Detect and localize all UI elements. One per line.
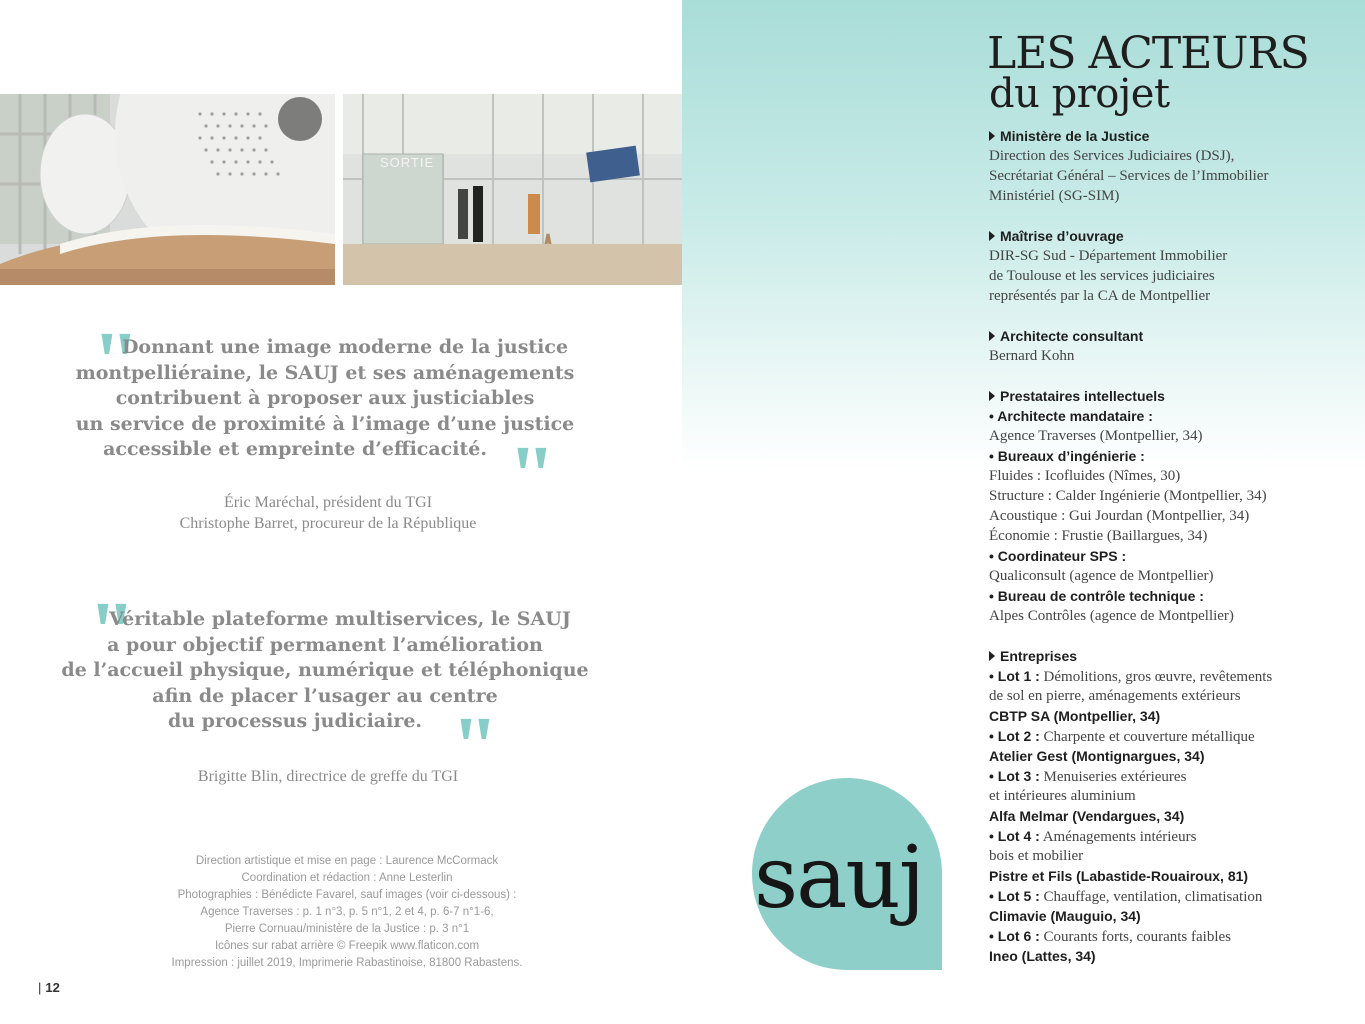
triangle-bullet-icon (989, 231, 995, 241)
actors-list (989, 126, 1329, 966)
actor-text: Direction des Services Judiciaires (DSJ), (989, 148, 1235, 164)
lot-item (989, 766, 1329, 786)
lot-item (989, 826, 1329, 846)
spacer (989, 306, 1329, 326)
company-name: Climavie (Mauguio, 34) (989, 908, 1141, 924)
actor-section-heading-label: Ministère de la Justice (1000, 128, 1150, 144)
page-subtitle: du projet (989, 71, 1170, 117)
lot-description: Menuiseries extérieures (1039, 769, 1187, 785)
company-name: Ineo (Lattes, 34) (989, 948, 1096, 964)
credit-line: Agence Traverses : p. 1 n°3, p. 5 n°1, 2 et 4, p. 6-7 n°1-6, (200, 906, 494, 918)
actor-section-heading-label: Entreprises (1000, 648, 1078, 664)
page-number-value: 12 (45, 980, 60, 995)
lot-description: Chauffage, ventilation, climatisation (1039, 889, 1263, 905)
triangle-bullet-icon (989, 331, 995, 341)
quote-1-attribution (60, 492, 596, 534)
lot-description: Démolitions, gros œuvre, revêtements (1039, 669, 1273, 685)
actor-text: Fluides : Icofluides (Nîmes, 30) (989, 468, 1181, 484)
actor-text: Structure : Calder Ingénierie (Montpellier, 34) (989, 488, 1267, 504)
credit-line: Photographies : Bénédicte Favarel, sauf images (voir ci-dessous) : (177, 889, 517, 901)
spacer (989, 626, 1329, 646)
company-name: CBTP SA (Montpellier, 34) (989, 708, 1161, 724)
quote-2-line: du processus judiciaire. (167, 710, 423, 732)
actor-text: Secrétariat Général – Services de l’Immobilier (989, 168, 1269, 184)
actor-text: bois et mobilier (989, 848, 1084, 864)
sauj-logo-text: sauj (754, 828, 924, 928)
lot-label: • Lot 4 : (989, 828, 1040, 844)
quote-2-line: de l’accueil physique, numérique et téléphonique (61, 659, 589, 681)
actor-role-label: • Bureau de contrôle technique : (989, 588, 1204, 604)
actor-text: Bernard Kohn (989, 348, 1075, 364)
quote-2-line: a pour objectif permanent l’amélioration (107, 633, 543, 656)
attribution-line: Éric Maréchal, président du TGI (223, 494, 433, 511)
lot-label: • Lot 1 : (989, 668, 1040, 684)
triangle-bullet-icon (989, 131, 995, 141)
quote-1-line: accessible et empreinte d’efficacité. (103, 438, 487, 460)
actor-text: Économie : Frustie (Baillargues, 34) (989, 528, 1208, 544)
quote-close-mark-2: " (451, 698, 499, 794)
actor-section-heading (989, 386, 1329, 406)
actor-text: Alpes Contrôles (agence de Montpellier) (989, 608, 1234, 624)
spacer (989, 206, 1329, 226)
lot-description: Courants forts, courants faibles (1039, 929, 1232, 945)
quote-2-line: Véritable plateforme multiservices, le SAUJ (109, 608, 571, 630)
actor-text: de Toulouse et les services judiciaires (989, 268, 1215, 284)
lot-description: Aménagements intérieurs (1039, 829, 1197, 845)
spacer (989, 366, 1329, 386)
photo-sign-text: SORTIE (380, 155, 435, 170)
triangle-bullet-icon (989, 651, 995, 661)
lot-item (989, 886, 1329, 906)
lot-item (989, 926, 1329, 946)
triangle-bullet-icon (989, 391, 995, 401)
actor-text: de sol en pierre, aménagements extérieurs (989, 688, 1241, 704)
quote-open-mark-2: " (88, 583, 136, 679)
actor-text: représentés par la CA de Montpellier (989, 288, 1211, 304)
actor-role-label: • Bureaux d’ingénierie : (989, 448, 1145, 464)
photo-exit-hall (343, 94, 682, 285)
company-name: Alfa Melmar (Vendargues, 34) (989, 808, 1185, 824)
actor-text: Qualiconsult (agence de Montpellier) (989, 568, 1214, 584)
actor-section-heading (989, 326, 1329, 346)
credit-line: Direction artistique et mise en page : Laurence McCormack (195, 855, 499, 867)
lot-description: Charpente et couverture métallique (1039, 729, 1255, 745)
actor-section-heading-label: Architecte consultant (1000, 328, 1144, 344)
company-name: Atelier Gest (Montignargues, 34) (989, 748, 1205, 764)
lot-item (989, 726, 1329, 746)
quote-open-mark-1: " (92, 313, 140, 409)
quote-2 (60, 607, 590, 735)
attribution-line: Brigitte Blin, directrice de greffe du TGI (197, 768, 459, 785)
actor-text: Acoustique : Gui Jourdan (Montpellier, 34) (989, 508, 1250, 524)
quote-1-line: Donnant une image moderne de la justice (121, 336, 569, 358)
page-title: LES ACTEURS (987, 28, 1309, 79)
lot-label: • Lot 6 : (989, 928, 1040, 944)
quote-1-line: contribuent à proposer aux justiciables (115, 387, 535, 409)
quote-1-line: un service de proximité à l’image d’une justice (75, 412, 575, 435)
actor-role-label: • Coordinateur SPS : (989, 548, 1127, 564)
actor-section-heading (989, 646, 1329, 666)
actor-section-heading (989, 126, 1329, 146)
lot-label: • Lot 2 : (989, 728, 1040, 744)
credit-line: Coordination et rédaction : Anne Lesterlin (241, 872, 453, 884)
page-number: | 12 (38, 980, 60, 995)
credits (110, 853, 584, 972)
attribution-line: Christophe Barret, procureur de la République (179, 515, 477, 532)
quote-close-mark-1: " (508, 427, 556, 523)
lot-label: • Lot 3 : (989, 768, 1040, 784)
photo-reception-desk (0, 94, 335, 285)
quote-2-attribution (60, 766, 596, 787)
actor-section-heading-label: Maîtrise d’ouvrage (1000, 228, 1124, 244)
quote-2-line: afin de placer l’usager au centre (152, 684, 498, 707)
actor-text: DIR-SG Sud - Département Immobilier (989, 248, 1228, 264)
actor-section-heading (989, 226, 1329, 246)
actor-text: Agence Traverses (Montpellier, 34) (989, 428, 1203, 444)
quote-1-line: montpelliéraine, le SAUJ et ses aménagements (75, 361, 575, 384)
credit-line: Icônes sur rabat arrière © Freepik www.flaticon.com (214, 940, 480, 952)
lot-label: • Lot 5 : (989, 888, 1040, 904)
actor-role-label: • Architecte mandataire : (989, 408, 1153, 424)
company-name: Pistre et Fils (Labastide-Rouairoux, 81) (989, 868, 1249, 884)
credit-line: Pierre Cornuau/ministère de la Justice : p. 3 n°1 (224, 923, 470, 935)
credit-line: Impression : juillet 2019, Imprimerie Rabastinoise, 81800 Rabastens. (171, 957, 523, 969)
actor-text: Ministériel (SG-SIM) (989, 188, 1120, 204)
actor-text: et intérieures aluminium (989, 788, 1136, 804)
lot-item (989, 666, 1329, 686)
actor-section-heading-label: Prestataires intellectuels (1000, 388, 1165, 404)
